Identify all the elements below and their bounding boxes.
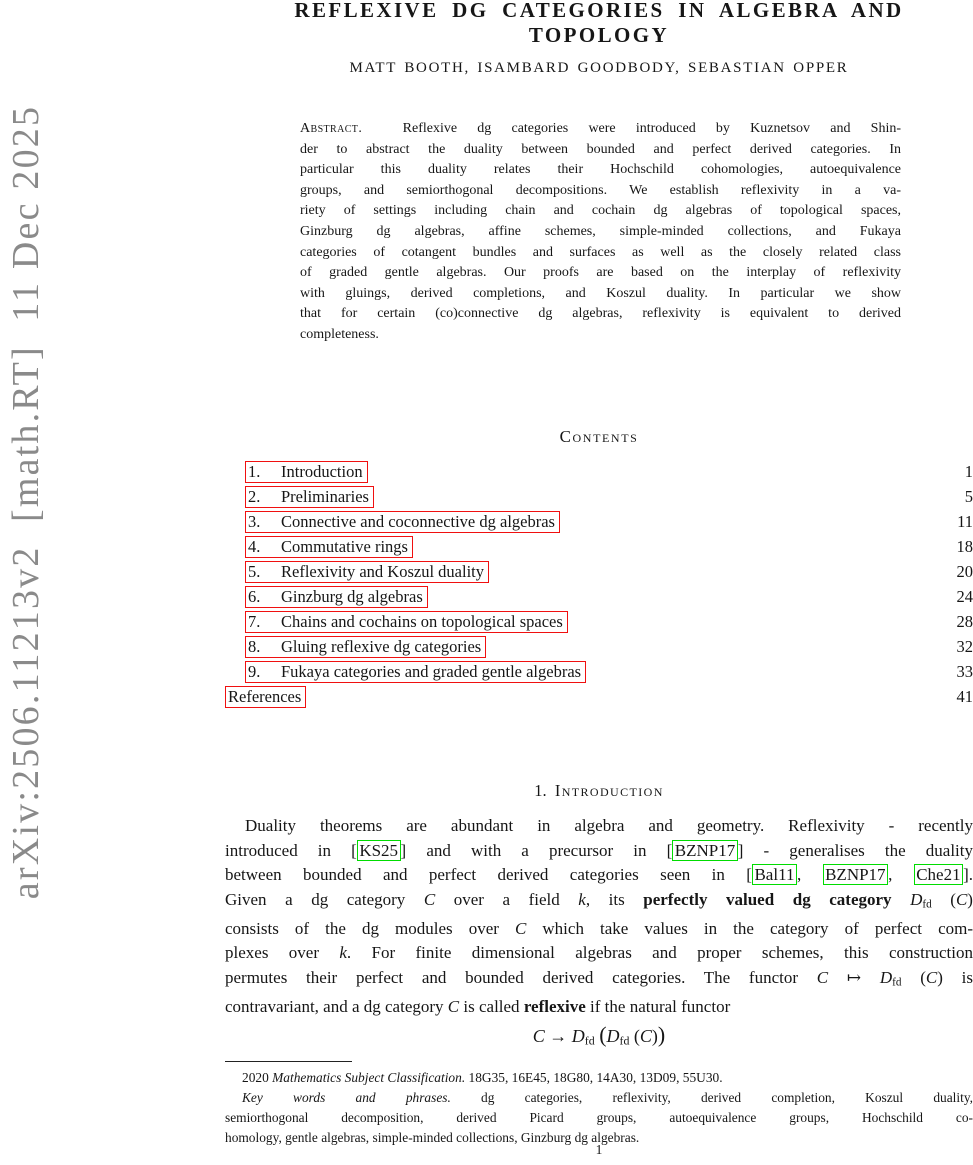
text-segment: 2020	[242, 1070, 273, 1085]
text-segment: )	[657, 1022, 666, 1047]
toc-entry-title: Commutative rings	[281, 537, 408, 556]
text-segment: C	[532, 1026, 545, 1046]
toc-row	[225, 661, 973, 686]
text-segment: reflexive	[523, 997, 586, 1017]
toc-entry-number: 3.	[248, 512, 261, 531]
toc-link[interactable]	[245, 611, 568, 633]
text-segment: (	[629, 1026, 640, 1046]
toc-link[interactable]	[245, 561, 489, 583]
paper-authors: MATT BOOTH, ISAMBARD GOODBODY, SEBASTIAN OPPER	[349, 60, 849, 76]
text-line	[300, 325, 901, 346]
toc-page-number: 33	[956, 662, 973, 681]
text-segment: (	[931, 889, 956, 909]
toc-link[interactable]	[225, 686, 306, 708]
text-segment: which take values in the category of perfect com-	[526, 918, 973, 938]
text-segment: groups, and semiorthogonal decompositions. We establish reflexivity in a va-	[300, 182, 901, 198]
text-line	[225, 863, 973, 888]
text-line	[300, 119, 901, 140]
text-segment: ].	[963, 865, 973, 885]
text-line	[300, 222, 901, 243]
toc-page-number: 28	[956, 612, 973, 631]
keywords-paragraph	[225, 1088, 973, 1148]
toc-page-number: 11	[957, 512, 973, 531]
text-segment: permutes their perfect and bounded derived categories. The functor	[225, 968, 817, 988]
toc-row	[225, 686, 973, 711]
msc-line	[225, 1068, 973, 1088]
text-segment: C	[423, 889, 436, 909]
text-segment: D	[571, 1026, 585, 1046]
toc-entry-title: Chains and cochains on topological spaces	[281, 612, 563, 631]
toc-link[interactable]	[245, 586, 428, 608]
toc-link[interactable]	[245, 661, 586, 683]
text-segment: is called	[459, 997, 524, 1017]
text-segment: Mathematics Subject Classification.	[272, 1070, 466, 1085]
toc-row	[225, 561, 973, 586]
text-line	[225, 814, 973, 839]
text-segment: 18G35, 16E45, 18G80, 14A30, 13D09, 55U30.	[465, 1070, 723, 1085]
toc-page-number: 18	[956, 537, 973, 556]
display-formula	[225, 1021, 973, 1055]
text-segment: k	[339, 943, 347, 963]
toc-entry-number: 4.	[248, 537, 261, 556]
text-line	[225, 888, 973, 917]
text-line	[300, 160, 901, 181]
text-segment: . For finite dimensional algebras and proper schemes, this construction	[346, 943, 973, 963]
text-segment: , its	[585, 889, 644, 909]
toc-entry-title: Ginzburg dg algebras	[281, 587, 423, 606]
toc-entry-number: 2.	[248, 487, 261, 506]
text-segment: Reflexive dg categories were introduced by Kuznetsov and Shin-	[362, 121, 901, 136]
toc-entry-number: 1.	[248, 462, 261, 481]
text-segment: over a field	[435, 889, 579, 909]
toc-entry-number: 7.	[248, 612, 261, 631]
text-segment: of graded gentle algebras. Our proofs are based on the interplay of reflexivity	[300, 265, 901, 281]
text-line	[300, 181, 901, 202]
toc-row	[225, 511, 973, 536]
text-segment: if the natural functor	[585, 997, 731, 1017]
text-segment: k	[578, 889, 586, 909]
citation-link[interactable]: BZNP17	[823, 864, 888, 885]
toc-entry-title: Fukaya categories and graded gentle algebras	[281, 662, 582, 681]
footnote-rule	[225, 1061, 352, 1062]
introduction-paragraph	[225, 814, 973, 1020]
toc-entry-title: Reflexivity and Koszul duality	[281, 562, 485, 581]
text-segment: fd	[619, 1033, 630, 1048]
toc-entry-number: 9.	[248, 662, 261, 681]
text-segment: C	[447, 997, 460, 1017]
toc-entry-number: 6.	[248, 587, 261, 606]
text-segment: )	[967, 889, 973, 909]
text-segment: between bounded and perfect derived categories seen in [	[225, 865, 752, 885]
text-segment: Duality theorems are abundant in algebra and geometry. Reflexivity - recently	[245, 816, 973, 835]
text-segment: homology, gentle algebras, simple-minded collections, Ginzburg dg algebras.	[225, 1129, 640, 1145]
text-line	[225, 839, 973, 864]
text-segment: C	[514, 918, 527, 938]
citation-link[interactable]: KS25	[357, 840, 401, 861]
text-line	[300, 201, 901, 222]
text-segment: ↦	[828, 968, 880, 988]
toc-row	[225, 636, 973, 661]
toc-link[interactable]	[245, 636, 486, 658]
footnote	[225, 1068, 973, 1148]
citation-link[interactable]: BZNP17	[672, 840, 737, 861]
text-line	[300, 140, 901, 161]
text-segment: semiorthogonal decomposition, derived Picard groups, autoequivalence groups, Hochschild co-	[225, 1109, 973, 1125]
text-segment: (	[901, 968, 926, 988]
text-segment: D	[879, 968, 893, 988]
text-segment: D	[910, 889, 923, 909]
text-segment: C	[955, 889, 968, 909]
text-segment: perfectly valued dg category	[643, 889, 911, 909]
text-segment: consists of the dg modules over	[225, 918, 515, 938]
text-segment: contravariant, and a dg category	[225, 997, 448, 1017]
toc-row	[225, 586, 973, 611]
text-segment: fd	[922, 898, 932, 911]
table-of-contents	[225, 461, 973, 711]
text-segment: plexes over	[225, 943, 340, 963]
text-segment: completeness.	[300, 326, 379, 342]
toc-entry-title: Connective and coconnective dg algebras	[281, 512, 555, 531]
text-segment: particular this duality relates their Hochschild cohomologies, autoequivalence	[300, 162, 901, 178]
text-line	[225, 1108, 973, 1128]
text-segment: riety of settings including chain and cochain dg algebras of topological spaces,	[300, 203, 901, 219]
text-segment: C	[639, 1026, 652, 1046]
section-title: Introduction	[554, 781, 664, 800]
section-heading	[225, 781, 973, 801]
text-segment: ) is	[937, 968, 973, 988]
toc-row	[225, 486, 973, 511]
toc-row	[225, 461, 973, 486]
text-line	[300, 263, 901, 284]
toc-entry-title: Preliminaries	[281, 487, 369, 506]
text-line	[225, 995, 973, 1020]
toc-entry-title: References	[228, 687, 302, 706]
text-line	[225, 1021, 973, 1055]
text-segment: D	[606, 1026, 620, 1046]
toc-link[interactable]	[245, 486, 374, 508]
text-segment: ] and with a precursor in [	[400, 840, 673, 860]
text-segment: Ginzburg dg algebras, affine schemes, simple-minded collections, and Fukaya	[300, 223, 901, 239]
toc-page-number: 24	[956, 587, 973, 606]
text-segment: with gluings, derived completions, and Koszul duality. In particular we show	[300, 285, 901, 301]
text-line	[300, 243, 901, 264]
toc-page-number: 20	[956, 562, 973, 581]
text-line	[225, 941, 973, 966]
text-line	[225, 917, 973, 942]
abstract	[300, 119, 901, 346]
text-segment: der to abstract the duality between bounded and perfect derived categories. In	[300, 141, 901, 157]
citation-link[interactable]: Che21	[914, 864, 963, 885]
text-segment: that for certain (co)connective dg algebras, reflexivity is equivalent to derived	[300, 306, 901, 322]
text-segment: introduced in [	[225, 840, 357, 860]
text-segment: fd	[892, 976, 902, 989]
section-number: 1.	[534, 781, 547, 800]
toc-page-number: 41	[956, 687, 973, 706]
text-segment: fd	[584, 1033, 595, 1048]
text-segment: C	[925, 968, 938, 988]
text-segment: →	[544, 1026, 572, 1046]
text-segment: ] - generalises the duality	[737, 840, 973, 860]
toc-entry-title: Introduction	[281, 462, 363, 481]
toc-page-number: 1	[964, 462, 973, 481]
text-segment: dg categories, reflexivity, derived completion, Koszul duality,	[450, 1089, 973, 1105]
text-segment: )	[651, 1026, 658, 1046]
page-number: 1	[595, 1142, 603, 1157]
text-segment: C	[816, 968, 829, 988]
toc-page-number: 32	[956, 637, 973, 656]
text-line	[300, 304, 901, 325]
text-segment: ,	[796, 865, 823, 885]
text-segment: Key words and phrases.	[242, 1089, 451, 1105]
contents-heading: Contents	[559, 427, 639, 446]
toc-page-number: 5	[964, 487, 973, 506]
text-line	[300, 284, 901, 305]
citation-link[interactable]: Bal11	[752, 864, 797, 885]
text-segment: (	[599, 1022, 607, 1047]
toc-link[interactable]	[245, 536, 413, 558]
paper-title: REFLEXIVE DG CATEGORIES IN ALGEBRA AND TOPOLOGY	[294, 0, 904, 47]
text-column	[225, 0, 973, 1165]
arxiv-stamp: arXiv:2506.11213v2 [math.RT] 11 Dec 2025	[5, 104, 47, 900]
toc-link[interactable]	[245, 511, 560, 533]
text-segment: Given a dg category	[225, 889, 424, 909]
toc-link[interactable]	[245, 461, 368, 483]
text-line	[225, 966, 973, 995]
toc-row	[225, 611, 973, 636]
toc-entry-number: 8.	[248, 637, 261, 656]
text-line	[225, 1068, 973, 1088]
toc-entry-title: Gluing reflexive dg categories	[281, 637, 482, 656]
text-line	[225, 1088, 973, 1108]
text-segment: Abstract.	[300, 121, 363, 136]
text-segment: ,	[888, 865, 914, 885]
toc-row	[225, 536, 973, 561]
text-segment: categories of cotangent bundles and surfaces as well as the closely related class	[300, 244, 901, 260]
toc-entry-number: 5.	[248, 562, 261, 581]
